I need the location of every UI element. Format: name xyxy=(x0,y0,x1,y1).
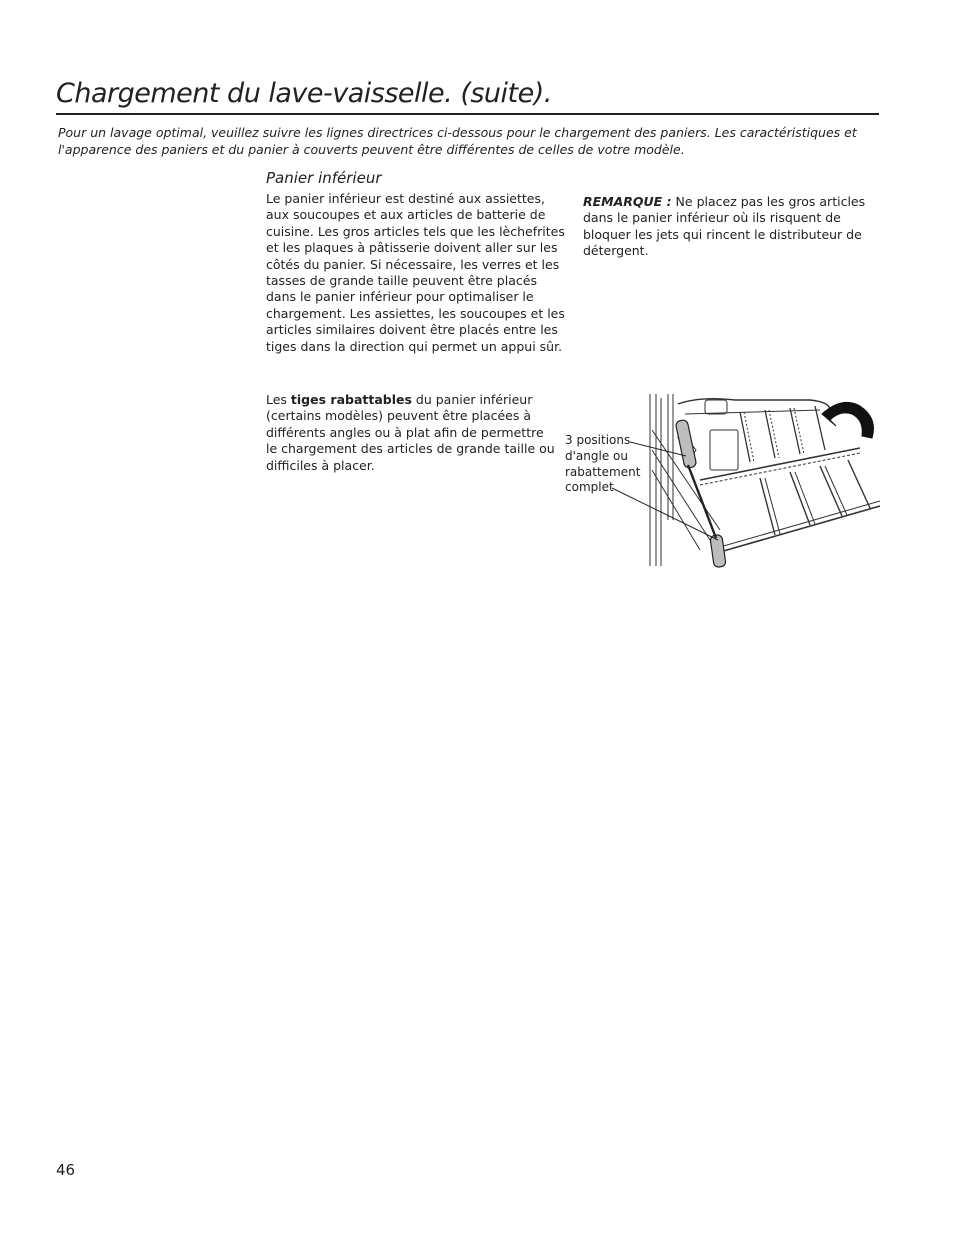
curved-arrow-icon xyxy=(822,402,874,438)
lower-rack-illustration xyxy=(560,390,880,570)
tines-suffix: du panier inférieur (certains modèles) peuvent être placées à différents angles ou à plat afin de permettre le chargement des articles de grande taille ou difficiles à placer. xyxy=(266,392,555,473)
note-block xyxy=(583,194,873,260)
title-divider xyxy=(56,113,879,115)
page-number: 46 xyxy=(56,1161,76,1179)
fold-down-tines-description xyxy=(266,392,556,474)
figure-callout: 3 positions d'angle ou rabattement complet xyxy=(565,433,641,495)
note-text: Ne placez pas les gros articles dans le panier inférieur où ils risquent de bloquer les jets qui rincent le distributeur de détergent. xyxy=(583,194,866,259)
note-label: REMARQUE : xyxy=(583,194,672,209)
tines-prefix: Les xyxy=(266,392,291,407)
tines-bold-term: tiges rabattables xyxy=(290,392,412,407)
section-heading: Panier inférieur xyxy=(266,169,382,187)
intro-text: Pour un lavage optimal, veuillez suivre les lignes directrices ci-dessous pour le chargement des paniers. Les caractéristiques et l'apparence des paniers et du panier à couverts peuvent être différentes de celles de votre modèle. xyxy=(58,125,857,157)
lower-rack-description: Le panier inférieur est destiné aux assiettes, aux soucoupes et aux articles de batterie de cuisine. Les gros articles tels que les lèchefrites et les plaques à pâtisserie doivent aller sur les côtés du panier. Si nécessaire, les verres et les tasses de grande taille peuvent être placés dans le panier inférieur pour optimaliser le chargement. Les assiettes, les soucoupes et les articles similaires doivent être placés entre les tiges dans la direction qui permet un appui sûr. xyxy=(266,191,565,354)
page-title: Chargement du lave-vaisselle. (suite). xyxy=(56,78,552,109)
